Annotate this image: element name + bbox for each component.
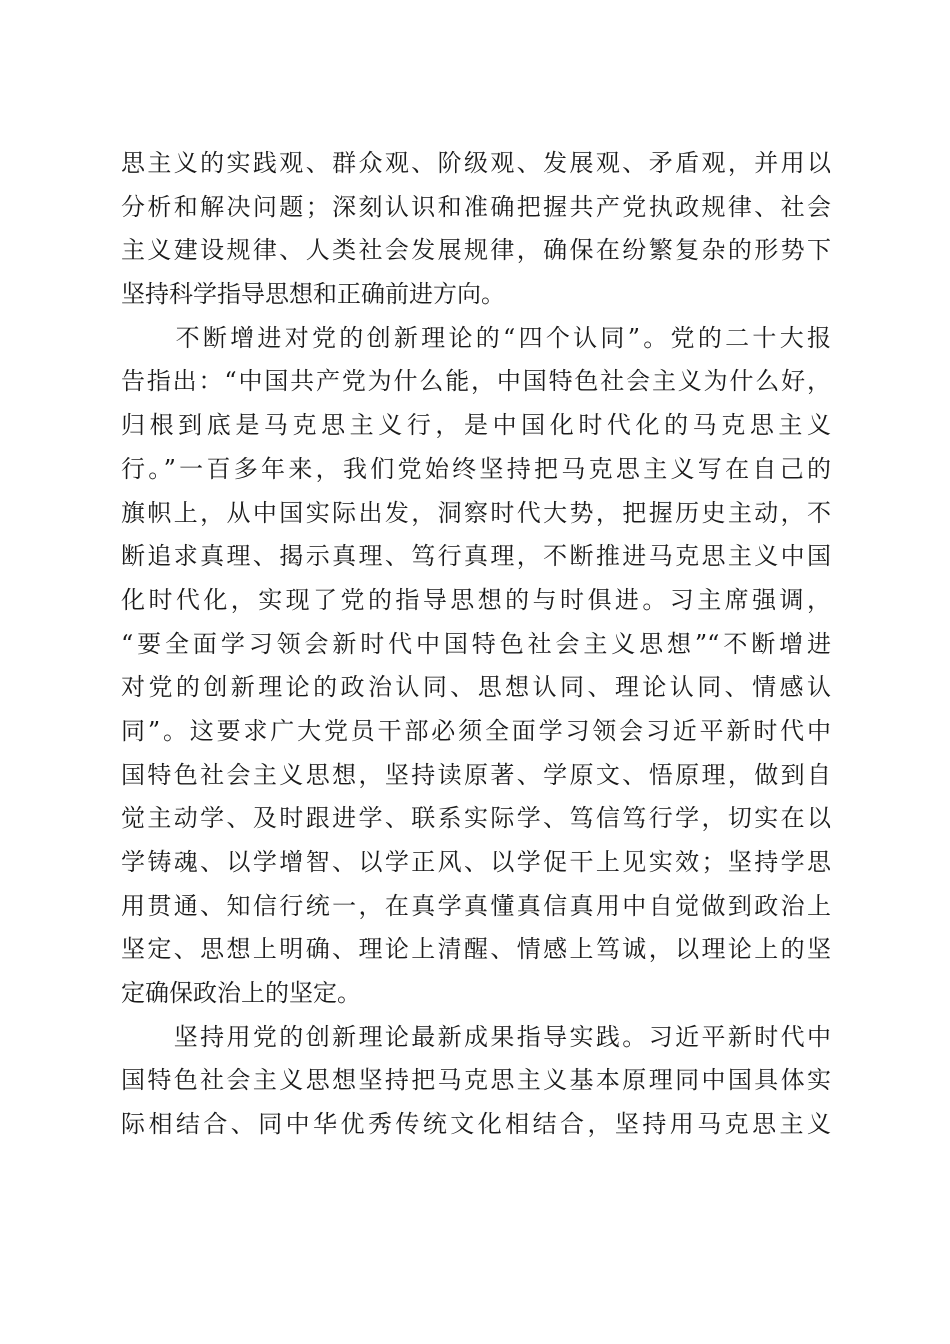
text-line: 不断增进对党的创新理论的“四个认同”。党的二十大报 [121, 323, 831, 352]
text-line: 坚持用党的创新理论最新成果指导实践。习近平新时代中 [121, 1022, 831, 1051]
text-line: 国特色社会主义思想，坚持读原著、学原文、悟原理，做到自 [121, 760, 831, 789]
text-line: 学铸魂、以学增智、以学正风、以学促干上见实效；坚持学思 [121, 848, 831, 876]
text-line: 化时代化，实现了党的指导思想的与时俱进。习主席强调， [121, 585, 831, 614]
text-line: 主义建设规律、人类社会发展规律，确保在纷繁复杂的形势下 [121, 236, 831, 265]
text-line: 同”。这要求广大党员干部必须全面学习领会习近平新时代中 [121, 716, 831, 745]
text-line: 分析和解决问题；深刻认识和准确把握共产党执政规律、社会 [121, 192, 831, 221]
body-text [121, 142, 831, 1147]
text-line: 思主义的实践观、群众观、阶级观、发展观、矛盾观，并用以 [121, 149, 831, 177]
text-line: 归根到底是马克思主义行，是中国化时代化的马克思主义 [121, 411, 831, 440]
text-line: 坚持科学指导思想和正确前进方向。 [121, 280, 505, 309]
text-line: 断追求真理、揭示真理、笃行真理，不断推进马克思主义中国 [121, 542, 831, 571]
text-line: 坚定、思想上明确、理论上清醒、情感上笃诚，以理论上的坚 [121, 935, 831, 964]
text-line: 行。”一百多年来，我们党始终坚持把马克思主义写在自己的 [121, 454, 831, 483]
paragraph [121, 1016, 831, 1147]
text-line: 定确保政治上的坚定。 [121, 979, 361, 1008]
text-line: 国特色社会主义思想坚持把马克思主义基本原理同中国具体实 [121, 1066, 831, 1095]
text-line: 对党的创新理论的政治认同、思想认同、理论认同、情感认 [121, 673, 831, 702]
text-line: 用贯通、知信行统一，在真学真懂真信真用中自觉做到政治上 [121, 891, 831, 920]
paragraph [121, 317, 831, 1016]
text-line: 觉主动学、及时跟进学、联系实际学、笃信笃行学，切实在以 [121, 804, 831, 833]
text-line: 际相结合、同中华优秀传统文化相结合，坚持用马克思主义 [121, 1110, 831, 1139]
paragraph [121, 142, 831, 317]
text-line: “要全面学习领会新时代中国特色社会主义思想”“不断增进 [121, 629, 831, 658]
text-line: 告指出：“中国共产党为什么能，中国特色社会主义为什么好， [121, 367, 831, 396]
text-line: 旗帜上，从中国实际出发，洞察时代大势，把握历史主动，不 [121, 498, 831, 527]
